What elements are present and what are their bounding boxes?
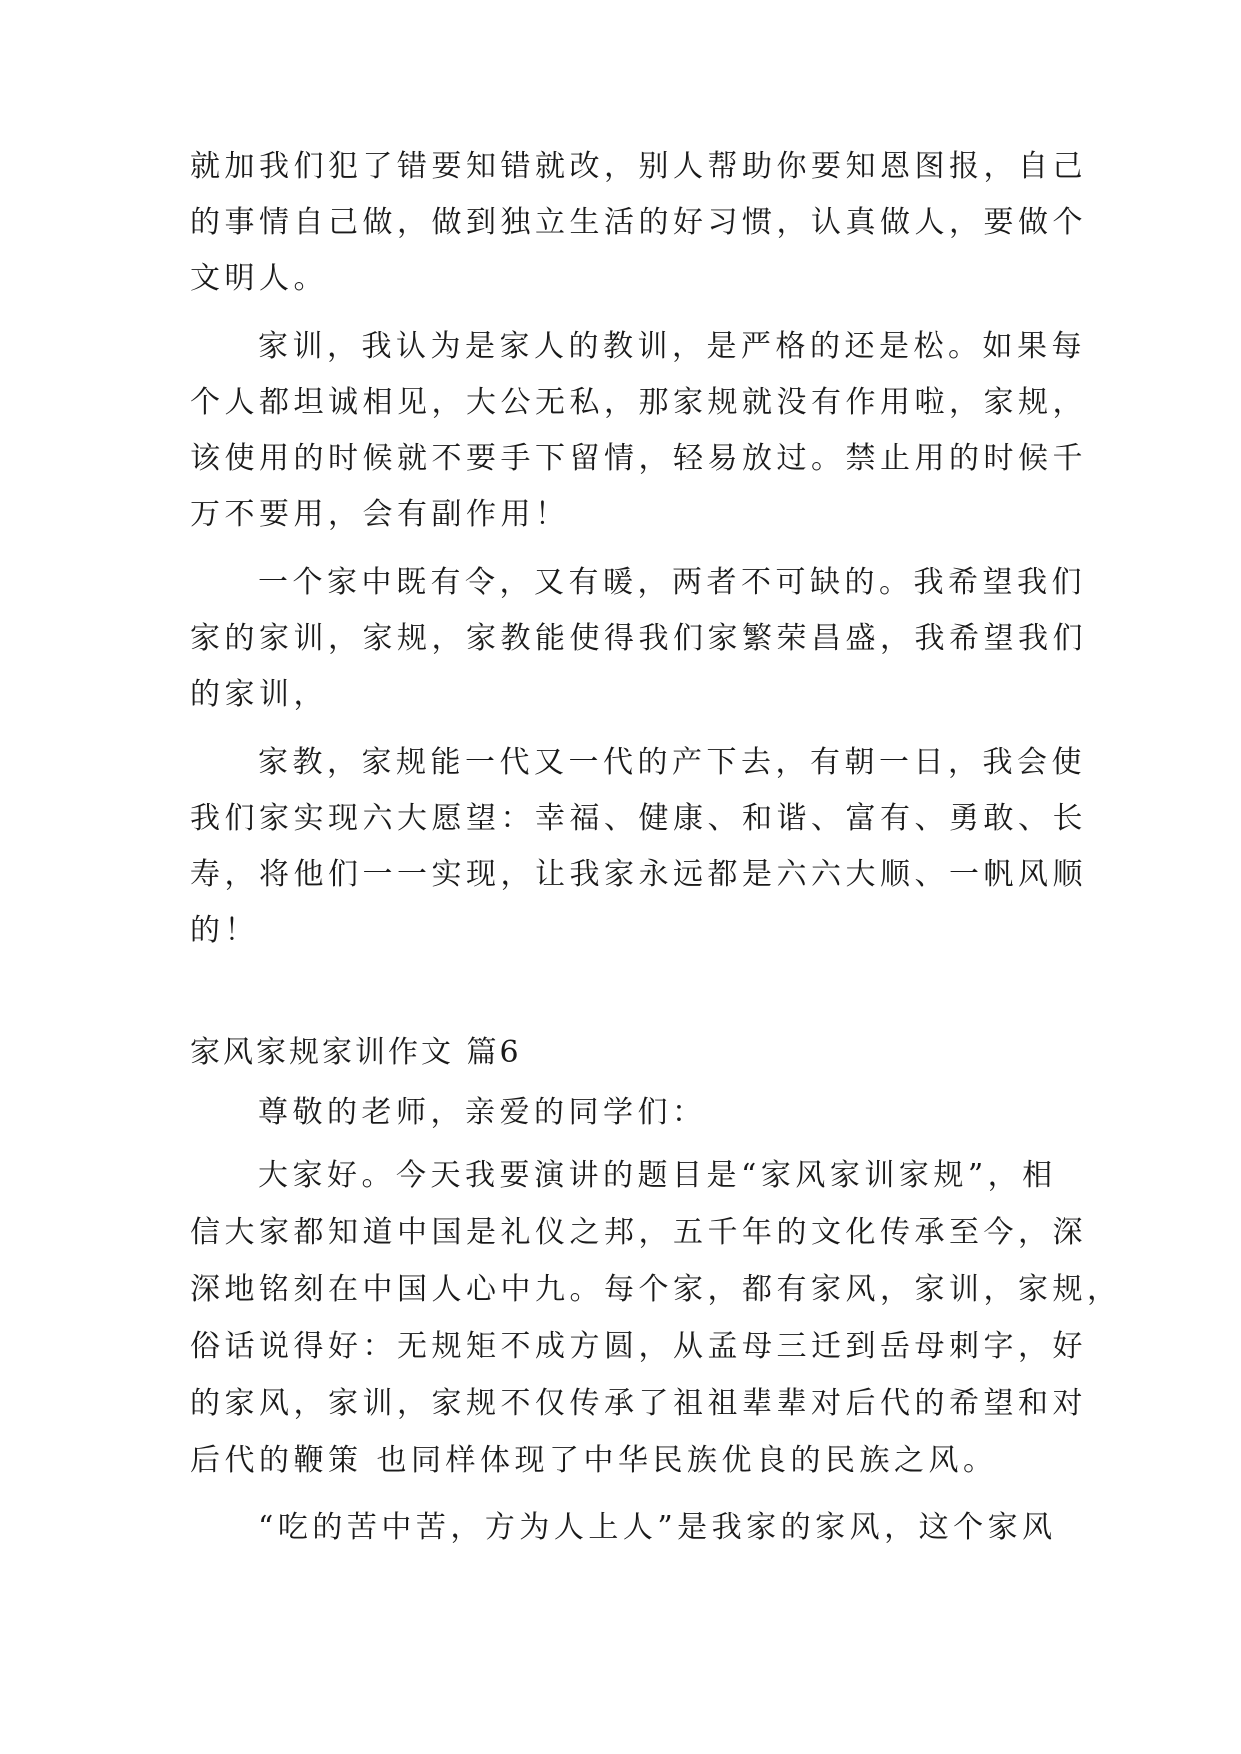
text-line: 的！ bbox=[190, 913, 259, 948]
paragraph-first-line: “吃的苦中苦，方为人上人”是我家的家风，这个家风 bbox=[258, 1510, 1057, 1545]
text-line: 就加我们犯了错要知错就改，别人帮助你要知恩图报，自己 bbox=[190, 149, 1087, 184]
paragraph-first-line: 一个家中既有令，又有暖，两者不可缺的。我希望我们 bbox=[258, 565, 1086, 600]
text-line: 的家训， bbox=[190, 677, 328, 712]
text-line: 信大家都知道中国是礼仪之邦，五千年的文化传承至今，深 bbox=[190, 1215, 1087, 1250]
text-line: 深地铭刻在中国人心中九。每个家，都有家风，家训，家规， bbox=[190, 1272, 1122, 1307]
text-line: 万不要用，会有副作用！ bbox=[190, 497, 570, 532]
paragraph-first-line: 家训，我认为是家人的教训，是严格的还是松。如果每 bbox=[258, 329, 1086, 364]
text-line: 寿，将他们一一实现，让我家永远都是六六大顺、一帆风顺 bbox=[190, 857, 1087, 892]
text-line: 家的家训，家规，家教能使得我们家繁荣昌盛，我希望我们 bbox=[190, 621, 1087, 656]
text-line: 俗话说得好：无规矩不成方圆，从孟母三迁到岳母刺字，好 bbox=[190, 1329, 1087, 1364]
text-line: 该使用的时候就不要手下留情，轻易放过。禁止用的时候千 bbox=[190, 441, 1087, 476]
salutation: 尊敬的老师，亲爱的同学们： bbox=[258, 1095, 707, 1130]
paragraph-first-line: 家教，家规能一代又一代的产下去，有朝一日，我会使 bbox=[258, 745, 1086, 780]
section-heading: 家风家规家训作文 篇6 bbox=[190, 1035, 522, 1070]
paragraph-first-line: 大家好。今天我要演讲的题目是“家风家训家规”，相 bbox=[258, 1158, 1057, 1193]
text-line: 的家风，家训，家规不仅传承了祖祖辈辈对后代的希望和对 bbox=[190, 1386, 1087, 1421]
text-line: 个人都坦诚相见，大公无私，那家规就没有作用啦，家规， bbox=[190, 385, 1087, 420]
text-line: 文明人。 bbox=[190, 261, 328, 296]
text-line: 后代的鞭策 也同样体现了中华民族优良的民族之风。 bbox=[190, 1443, 998, 1478]
text-line: 的事情自己做，做到独立生活的好习惯，认真做人，要做个 bbox=[190, 205, 1087, 240]
text-line: 我们家实现六大愿望：幸福、健康、和谐、富有、勇敢、长 bbox=[190, 801, 1087, 836]
